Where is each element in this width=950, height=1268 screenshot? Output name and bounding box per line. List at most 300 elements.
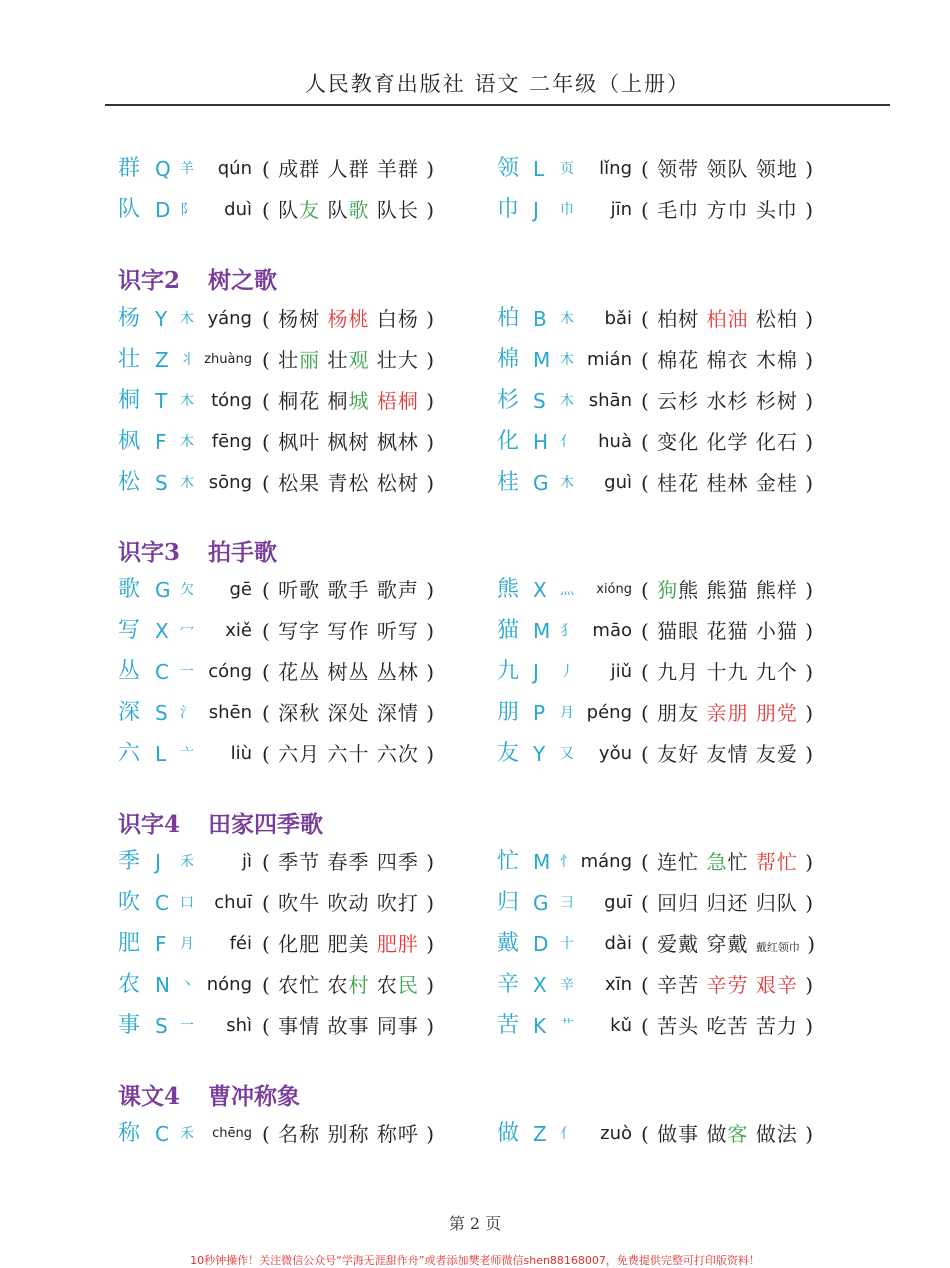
character: 写 — [118, 618, 141, 643]
word-segment: 六次 — [376, 742, 419, 766]
character: 友 — [497, 741, 520, 766]
radical: 巾 — [560, 202, 574, 218]
word-segment: 丽 — [299, 348, 321, 372]
radical: 木 — [560, 311, 574, 327]
word-segment: 回归 — [657, 891, 700, 915]
radical: 页 — [560, 161, 574, 177]
pinyin: jì — [241, 851, 252, 872]
initial-letter: L — [533, 157, 545, 181]
initial-letter: J — [155, 850, 161, 874]
word-segment: 深秋 — [278, 701, 321, 725]
word — [707, 198, 749, 222]
word — [328, 389, 370, 413]
word-segment: 熊猫 — [706, 578, 749, 602]
word-segment: 歌声 — [376, 578, 419, 602]
radical: 禾 — [180, 1126, 194, 1142]
table-row — [0, 571, 950, 609]
initial-letter: Y — [155, 307, 168, 331]
pinyin: shēn — [208, 702, 252, 723]
word-segment: 做 — [706, 1122, 728, 1146]
word-segment: 壮大 — [376, 348, 419, 372]
word-group: ( 枫叶 枫树 枫林 ) — [262, 430, 436, 454]
word-segment: 客 — [727, 1122, 749, 1146]
pinyin: kǔ — [610, 1015, 632, 1036]
radical: 木 — [560, 352, 574, 368]
word — [707, 932, 749, 956]
word-segment: 忙 — [727, 850, 749, 874]
character: 化 — [497, 429, 520, 454]
word — [278, 701, 320, 725]
word-segment: 季节 — [278, 850, 321, 874]
word-group: ( 化肥 肥美 肥胖 ) — [262, 932, 436, 956]
pinyin: bǎi — [604, 308, 632, 329]
word-segment: 棉衣 — [706, 348, 749, 372]
table-row — [0, 694, 950, 732]
word — [756, 742, 798, 766]
word-segment: 归队 — [755, 891, 798, 915]
word — [707, 701, 749, 725]
radical: 亻 — [560, 1126, 574, 1142]
word-segment: 化学 — [706, 430, 749, 454]
initial-letter: S — [155, 471, 168, 495]
word — [657, 850, 699, 874]
word-segment: 松柏 — [755, 307, 798, 331]
word-segment: 杨桃 — [327, 307, 370, 331]
initial-letter: S — [155, 1014, 168, 1038]
radical: 阝 — [180, 202, 194, 218]
word-group: ( 友好 友情 友爱 ) — [641, 742, 815, 766]
word — [328, 348, 370, 372]
table-row — [0, 612, 950, 650]
word — [756, 891, 798, 915]
word — [377, 157, 419, 181]
word — [328, 891, 370, 915]
pinyin: zuò — [600, 1123, 632, 1144]
word-group: ( 毛巾 方巾 头巾 ) — [641, 198, 815, 222]
character: 六 — [118, 741, 141, 766]
word-segment: 桐花 — [278, 389, 321, 413]
word-segment: 歌手 — [327, 578, 370, 602]
word — [657, 1122, 699, 1146]
initial-letter: L — [155, 742, 167, 766]
pinyin: péng — [586, 702, 632, 723]
word-group: ( 棉花 棉衣 木棉 ) — [641, 348, 815, 372]
word — [756, 660, 798, 684]
word-segment: 戴红领巾 — [755, 941, 800, 954]
word — [328, 471, 370, 495]
word-segment: 吹牛 — [278, 891, 321, 915]
header-rule — [105, 104, 890, 106]
word-segment: 爱戴 — [657, 932, 700, 956]
word-segment: 急 — [706, 850, 728, 874]
character: 队 — [118, 197, 141, 222]
word — [328, 578, 370, 602]
word — [377, 660, 419, 684]
initial-letter: C — [155, 660, 169, 684]
initial-letter: K — [533, 1014, 547, 1038]
word-segment: 花猫 — [706, 619, 749, 643]
word-segment: 六月 — [278, 742, 321, 766]
initial-letter: Q — [155, 157, 171, 181]
word — [707, 157, 749, 181]
pinyin: yǒu — [598, 743, 632, 764]
initial-letter: M — [533, 850, 551, 874]
pinyin: yáng — [207, 308, 252, 329]
word — [756, 471, 798, 495]
word-segment: 桂花 — [657, 471, 700, 495]
word-segment: 苦力 — [755, 1014, 798, 1038]
pinyin: xióng — [596, 582, 632, 597]
word-segment: 柏树 — [657, 307, 700, 331]
radical: 丬 — [180, 352, 194, 368]
word — [756, 307, 798, 331]
initial-letter: C — [155, 891, 169, 915]
pinyin: gē — [229, 579, 252, 600]
table-row — [0, 382, 950, 420]
word — [278, 471, 320, 495]
character: 枫 — [118, 429, 141, 454]
word-segment: 吹打 — [376, 891, 419, 915]
character: 称 — [118, 1121, 141, 1146]
pinyin: féi — [229, 933, 252, 954]
word — [278, 307, 320, 331]
word-segment: 树丛 — [327, 660, 370, 684]
radical: 木 — [180, 475, 194, 491]
word-segment: 水杉 — [706, 389, 749, 413]
radical: 欠 — [180, 582, 194, 598]
word — [278, 198, 320, 222]
initial-letter: Z — [533, 1122, 547, 1146]
word-segment: 六十 — [327, 742, 370, 766]
word — [278, 1122, 320, 1146]
word-group: ( 队友 队歌 队长 ) — [262, 198, 436, 222]
character: 肥 — [118, 931, 141, 956]
table-row — [0, 341, 950, 379]
word-group: ( 云杉 水杉 杉树 ) — [641, 389, 815, 413]
radical: 木 — [560, 475, 574, 491]
table-row — [0, 653, 950, 691]
table-row — [0, 884, 950, 922]
pinyin: mián — [587, 349, 632, 370]
word-segment: 友情 — [706, 742, 749, 766]
character: 熊 — [497, 577, 520, 602]
section-title — [118, 534, 305, 567]
initial-letter: F — [155, 430, 167, 454]
initial-letter: D — [155, 198, 171, 222]
word-group: ( 事情 故事 同事 ) — [262, 1014, 436, 1038]
word — [278, 348, 320, 372]
word-segment: 十九 — [706, 660, 749, 684]
initial-letter: Y — [533, 742, 546, 766]
word-segment: 枫树 — [327, 430, 370, 454]
footer-note: 10秒钟操作！关注微信公众号“学海无涯甜作舟”或者添加樊老师微信shen88168007，免费提供完整可打印版资料！ — [190, 1254, 760, 1267]
character: 领 — [497, 156, 520, 181]
table-row — [0, 150, 950, 188]
word-segment: 农 — [327, 973, 349, 997]
word — [707, 389, 749, 413]
word — [328, 1014, 370, 1038]
radical: 亠 — [180, 746, 194, 762]
word-segment: 青松 — [327, 471, 370, 495]
word-segment: 梧桐 — [376, 389, 419, 413]
word-segment: 棉花 — [657, 348, 700, 372]
radical: 禾 — [180, 854, 194, 870]
word — [707, 471, 749, 495]
word — [756, 198, 798, 222]
word-segment: 壮 — [327, 348, 349, 372]
word-group: ( 花丛 树丛 丛林 ) — [262, 660, 436, 684]
radical: 一 — [180, 664, 194, 680]
section-title — [118, 806, 351, 839]
word — [278, 157, 320, 181]
word-group: ( 桐花 桐城 梧桐 ) — [262, 389, 436, 413]
radical: 亻 — [560, 434, 574, 450]
initial-letter: B — [533, 307, 547, 331]
word-group: ( 壮丽 壮观 壮大 ) — [262, 348, 436, 372]
word — [657, 660, 699, 684]
initial-letter: D — [533, 932, 549, 956]
pinyin: guī — [604, 892, 632, 913]
pinyin: māo — [592, 620, 632, 641]
word-segment: 吃苦 — [706, 1014, 749, 1038]
word-segment: 队 — [327, 198, 349, 222]
word-segment: 穿戴 — [706, 932, 749, 956]
word — [657, 891, 699, 915]
word-group: ( 听歌 歌手 歌声 ) — [262, 578, 436, 602]
word — [756, 932, 800, 956]
word — [278, 973, 320, 997]
word-segment: 朋党 — [755, 701, 798, 725]
word — [657, 348, 699, 372]
word-segment: 写字 — [278, 619, 321, 643]
word-segment: 深处 — [327, 701, 370, 725]
word-segment: 枫叶 — [278, 430, 321, 454]
word — [377, 701, 419, 725]
initial-letter: F — [155, 932, 167, 956]
initial-letter: P — [533, 701, 546, 725]
character: 深 — [118, 700, 141, 725]
pinyin: liù — [230, 743, 252, 764]
character: 事 — [118, 1013, 141, 1038]
word — [328, 1122, 370, 1146]
word-segment: 连忙 — [657, 850, 700, 874]
word-segment: 同事 — [376, 1014, 419, 1038]
page-header: 人民教育出版社 语文 二年级（上册） — [304, 72, 691, 96]
word — [278, 578, 320, 602]
word-group: ( 深秋 深处 深情 ) — [262, 701, 436, 725]
radical: 艹 — [560, 1018, 574, 1034]
word-segment: 艰辛 — [755, 973, 798, 997]
word — [377, 198, 419, 222]
word-segment: 友好 — [657, 742, 700, 766]
initial-letter: N — [155, 973, 170, 997]
word-segment: 队 — [278, 198, 300, 222]
word — [377, 742, 419, 766]
word — [657, 578, 699, 602]
word-segment: 队长 — [376, 198, 419, 222]
initial-letter: X — [155, 619, 169, 643]
word — [756, 850, 798, 874]
word-segment: 做法 — [755, 1122, 798, 1146]
pinyin: chēng — [212, 1126, 252, 1141]
word — [756, 1122, 798, 1146]
word — [657, 742, 699, 766]
word — [657, 619, 699, 643]
word-segment: 朋友 — [657, 701, 700, 725]
character: 歌 — [118, 577, 141, 602]
word — [278, 891, 320, 915]
word-segment: 领队 — [706, 157, 749, 181]
word — [756, 973, 798, 997]
table-row — [0, 423, 950, 461]
radical: 木 — [180, 434, 194, 450]
pinyin: nóng — [206, 974, 252, 995]
word — [278, 660, 320, 684]
word-segment: 归还 — [706, 891, 749, 915]
word — [278, 850, 320, 874]
section-title-name: 拍手歌 — [208, 539, 278, 566]
word-segment: 故事 — [327, 1014, 370, 1038]
word-segment: 猫眼 — [657, 619, 700, 643]
section-title-name: 田家四季歌 — [208, 811, 324, 838]
word — [328, 932, 370, 956]
word-segment: 别称 — [327, 1122, 370, 1146]
word — [707, 850, 749, 874]
word — [377, 1122, 419, 1146]
radical: 又 — [560, 746, 574, 762]
word-segment: 春季 — [327, 850, 370, 874]
word — [707, 891, 749, 915]
table-row — [0, 300, 950, 338]
word-segment: 人群 — [327, 157, 370, 181]
word-segment: 枫林 — [376, 430, 419, 454]
word — [377, 307, 419, 331]
radical: 十 — [560, 936, 574, 952]
pinyin: shì — [226, 1015, 252, 1036]
word-segment: 壮 — [278, 348, 300, 372]
word-segment: 九个 — [755, 660, 798, 684]
word — [278, 619, 320, 643]
character: 松 — [118, 470, 141, 495]
radical: 丿 — [560, 664, 574, 680]
word-segment: 称呼 — [376, 1122, 419, 1146]
word-segment: 亲朋 — [706, 701, 749, 725]
pinyin: huà — [598, 431, 632, 452]
word-segment: 村 — [348, 973, 370, 997]
section-title-number: 识字4 — [118, 811, 181, 838]
radical: 犭 — [560, 623, 574, 639]
radical: 辛 — [560, 977, 574, 993]
word — [377, 932, 419, 956]
word-segment: 成群 — [278, 157, 321, 181]
character: 做 — [497, 1121, 520, 1146]
character: 丛 — [118, 659, 141, 684]
word-group: ( 桂花 桂林 金桂 ) — [641, 471, 815, 495]
word-segment: 丛林 — [376, 660, 419, 684]
table-row — [0, 191, 950, 229]
word — [377, 619, 419, 643]
word — [657, 701, 699, 725]
character: 猫 — [497, 618, 520, 643]
word-segment: 友爱 — [755, 742, 798, 766]
word-group: ( 领带 领队 领地 ) — [641, 157, 815, 181]
word-segment: 吹动 — [327, 891, 370, 915]
word — [756, 157, 798, 181]
table-row — [0, 1115, 950, 1153]
word-group: ( 辛苦 辛劳 艰辛 ) — [641, 973, 815, 997]
pinyin: duì — [224, 199, 252, 220]
word-group: ( 吹牛 吹动 吹打 ) — [262, 891, 436, 915]
table-row — [0, 1007, 950, 1045]
word-segment: 松果 — [278, 471, 321, 495]
character: 壮 — [118, 347, 141, 372]
word-segment: 松树 — [376, 471, 419, 495]
character: 归 — [497, 890, 520, 915]
word — [328, 973, 370, 997]
word — [377, 348, 419, 372]
word-group: ( 猫眼 花猫 小猫 ) — [641, 619, 815, 643]
word — [328, 430, 370, 454]
word — [707, 307, 749, 331]
word — [707, 578, 749, 602]
initial-letter: Z — [155, 348, 169, 372]
section-title-name: 曹冲称象 — [208, 1083, 301, 1110]
word-segment: 听写 — [376, 619, 419, 643]
word-segment: 辛劳 — [706, 973, 749, 997]
radical: 忄 — [560, 854, 574, 870]
word-segment: 九月 — [657, 660, 700, 684]
character: 柏 — [497, 306, 520, 331]
word-segment: 变化 — [657, 430, 700, 454]
word-segment: 四季 — [376, 850, 419, 874]
word — [707, 1014, 749, 1038]
pinyin: xīn — [604, 974, 632, 995]
section-title-number: 识字3 — [118, 539, 181, 566]
word — [377, 891, 419, 915]
character: 戴 — [497, 931, 520, 956]
pinyin: dài — [604, 933, 632, 954]
word-segment: 杨树 — [278, 307, 321, 331]
character: 棉 — [497, 347, 520, 372]
pinyin: jiǔ — [610, 661, 632, 682]
word — [756, 578, 798, 602]
word-group: ( 回归 归还 归队 ) — [641, 891, 815, 915]
word-segment: 友 — [299, 198, 321, 222]
word — [377, 973, 419, 997]
word-segment: 白杨 — [376, 307, 419, 331]
word-segment: 头巾 — [755, 198, 798, 222]
word — [377, 471, 419, 495]
radical: 羊 — [180, 161, 194, 177]
initial-letter: G — [533, 471, 549, 495]
word-segment: 城 — [348, 389, 370, 413]
word-group: ( 九月 十九 九个 ) — [641, 660, 815, 684]
word — [707, 619, 749, 643]
word-group: ( 松果 青松 松树 ) — [262, 471, 436, 495]
word-segment: 农忙 — [278, 973, 321, 997]
word — [278, 389, 320, 413]
character: 忙 — [497, 849, 520, 874]
word — [657, 471, 699, 495]
initial-letter: G — [533, 891, 549, 915]
table-row — [0, 735, 950, 773]
word — [328, 619, 370, 643]
pinyin: cóng — [208, 661, 252, 682]
word — [756, 1014, 798, 1038]
word-segment: 狗 — [657, 578, 679, 602]
initial-letter: S — [155, 701, 168, 725]
character: 桐 — [118, 388, 141, 413]
